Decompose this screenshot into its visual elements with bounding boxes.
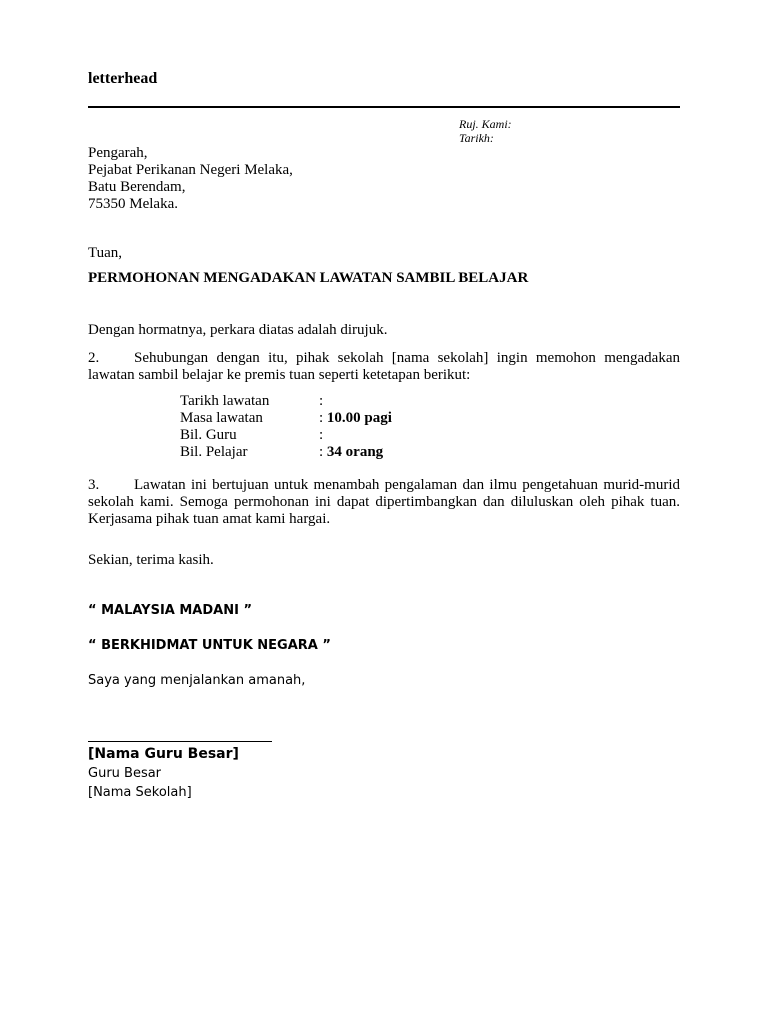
detail-colon: : [319,410,324,426]
paragraph-text: Lawatan ini bertujuan untuk menambah pengalaman dan ilmu pengetahuan murid-murid sekolah kami. Semoga permohonan ini dapat dipertimbangkan dan diluluskan oleh pihak tuan. Kerjasama pihak tuan amat kami hargai. [88,477,680,527]
signatory-school: [Nama Sekolah] [88,785,192,800]
paragraph-2 [88,350,680,384]
amanah-line: Saya yang menjalankan amanah, [88,673,306,688]
detail-colon: : [319,444,324,460]
recipient-address [88,145,293,213]
detail-colon: : [319,393,324,409]
detail-label: Bil. Pelajar [180,444,248,460]
paragraph-3 [88,477,680,528]
detail-label: Masa lawatan [180,410,263,426]
detail-value [319,444,383,461]
recipient-line: Pengarah, [88,145,148,161]
letterhead-title: letterhead [88,70,158,87]
detail-value [319,427,323,444]
signature-line [88,741,272,742]
recipient-line: Batu Berendam, [88,179,186,195]
paragraph-text: Sehubungan dengan itu, pihak sekolah [nama sekolah] ingin memohon mengadakan lawatan sambil belajar ke premis tuan seperti ketetapan berikut: [88,350,680,383]
salutation: Tuan, [88,245,123,261]
paragraph-number: 3. [88,477,100,493]
slogan-berkhidmat: “ BERKHIDMAT UNTUK NEGARA ” [88,638,331,653]
detail-value-text: 10.00 pagi [326,410,392,426]
recipient-line: Pejabat Perikanan Negeri Melaka, [88,162,293,178]
detail-label: Bil. Guru [180,427,237,443]
subject-heading: PERMOHONAN MENGADAKAN LAWATAN SAMBIL BELAJAR [88,270,529,286]
header-divider [88,106,680,108]
recipient-line: 75350 Melaka. [88,196,178,212]
signatory-title: Guru Besar [88,766,162,781]
opening-paragraph: Dengan hormatnya, perkara diatas adalah dirujuk. [88,322,388,338]
reference-tarikh: Tarikh: [459,131,494,145]
detail-label: Tarikh lawatan [180,393,270,409]
reference-ruj: Ruj. Kami: [459,117,512,131]
detail-colon: : [319,427,324,443]
slogan-malaysia-madani: “ MALAYSIA MADANI ” [88,603,253,618]
closing-line: Sekian, terima kasih. [88,552,214,568]
signatory-name: [Nama Guru Besar] [88,746,239,762]
detail-value [319,410,392,427]
detail-value [319,393,323,410]
detail-value-text: 34 orang [326,444,384,460]
paragraph-number: 2. [88,350,100,366]
